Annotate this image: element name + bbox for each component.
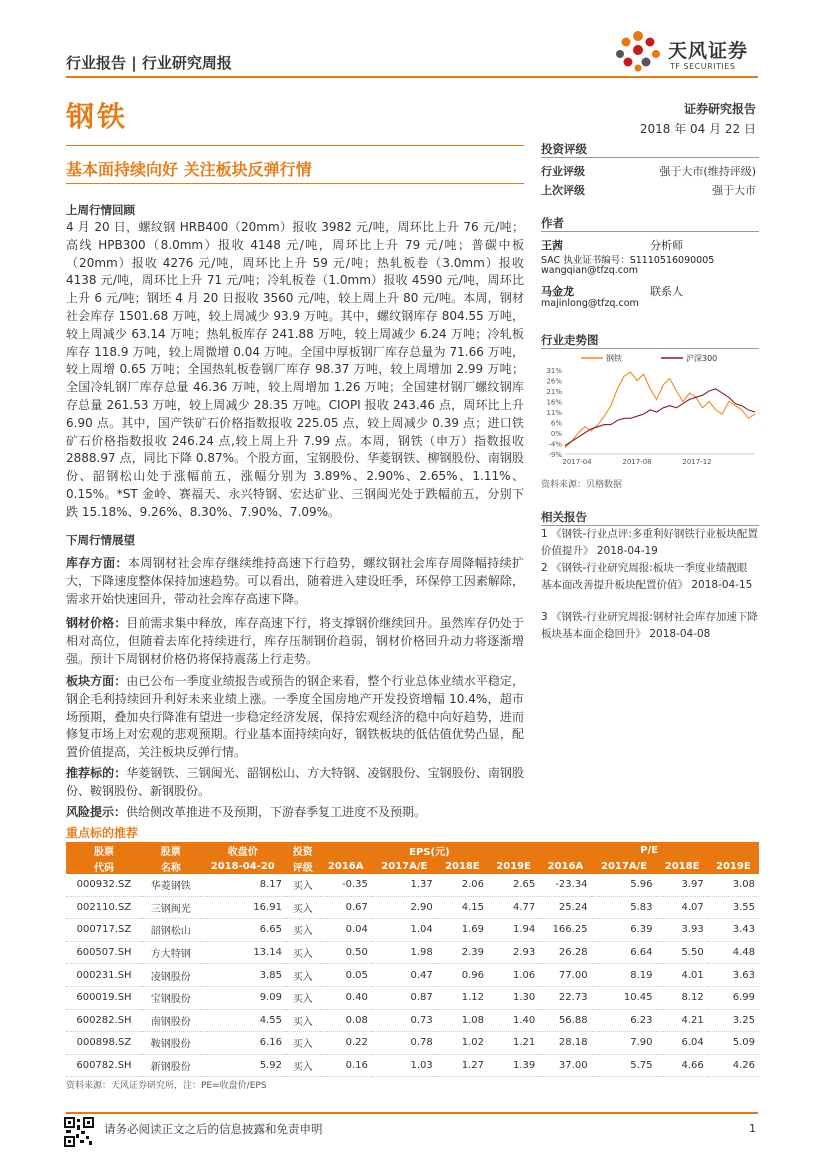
table-cell: 1.69 bbox=[437, 919, 488, 942]
last-rating-label: 上次评级 bbox=[541, 184, 585, 197]
outlook-text: 本周钢材社会库存继续维持高速下行趋势，螺纹钢社会库存周降幅持续扩大，下降速度整体保持加速趋势。可以看出，随着进入建设旺季，环保停工因素解除，需求开始快速回升，带动社会库存高速下降。 bbox=[66, 556, 524, 606]
y-tick-label: 26% bbox=[546, 377, 562, 386]
table-cell: 6.39 bbox=[592, 919, 657, 942]
logo-dot bbox=[616, 50, 624, 58]
table-cell: 买入 bbox=[286, 986, 320, 1009]
table-cell: 买入 bbox=[286, 1032, 320, 1055]
table-cell: 7.90 bbox=[592, 1032, 657, 1055]
author-name: 马金龙 bbox=[541, 285, 574, 298]
table-row bbox=[66, 1054, 759, 1077]
y-tick-label: 16% bbox=[546, 398, 562, 407]
table-cell: 5.96 bbox=[592, 874, 657, 896]
table-cell: 4.48 bbox=[708, 941, 759, 964]
logo-dot bbox=[624, 58, 633, 67]
breadcrumb: 行业报告 | 行业研究周报 bbox=[66, 54, 232, 72]
table-cell: 3.93 bbox=[656, 919, 707, 942]
col-header: 投资 bbox=[286, 842, 320, 858]
table-cell: 1.04 bbox=[372, 919, 437, 942]
related-report-title[interactable]: 1 《钢铁-行业点评:多重利好钢铁行业板块配置价值提升》 bbox=[541, 528, 758, 557]
table-cell: 0.08 bbox=[320, 1009, 372, 1032]
industry-title: 钢铁 bbox=[66, 100, 129, 133]
table-header-row bbox=[66, 842, 759, 858]
table-cell: 2.65 bbox=[488, 874, 539, 896]
related-report-title[interactable]: 2 《钢铁-行业研究周报:板块一季度业绩靓眼 基本面改善提升板块配置价值》 bbox=[541, 562, 748, 591]
industry-rating-value: 强于大市(维持评级) bbox=[659, 165, 756, 178]
table-cell: 6.04 bbox=[656, 1032, 707, 1055]
table-cell: 买入 bbox=[286, 1009, 320, 1032]
page-number: 1 bbox=[749, 1122, 756, 1135]
col-subheader: 评级 bbox=[286, 858, 320, 874]
table-cell: 华菱钢铁 bbox=[142, 874, 200, 896]
industry-rating-label: 行业评级 bbox=[541, 165, 585, 178]
table-cell: 1.02 bbox=[437, 1032, 488, 1055]
table-cell: 77.00 bbox=[539, 964, 591, 987]
review-text: 4 月 20 日，螺纹钢 HRB400（20mm）报收 3982 元/吨，周环比上升 76 元/吨；高线 HPB300（8.0mm）报收 4148 元/吨，周环比上升 79 元/吨；普碳中板（20mm）报收 4276 元/吨，周环比上升 59 元/吨；热轧板卷（3.0mm）报收 4138 元/吨，周环比上升 71 元/吨；冷轧板卷（1.0mm）报收 4590 元/吨，周环比上升 6 元/吨；钢坯 4 月 20 日报收 3560 元/吨，较上周上升 80 元/吨。本周，钢材社会库存 1501.68 万吨，较上周减少 93.9 万吨。其中，螺纹钢库存 804.55 万吨，较上周减少 63.14 万吨；热轧板库存 241.88 万吨，较上周减少 6.24 万吨；冷轧板库存 118.9 万吨，较上周微增 0.04 万吨。全国中厚板钢厂库存总量为 71.66 万吨，较上周增 0.65 万吨；全国热轧板卷钢厂库存 98.37 万吨，较上周增加 2.99 万吨；全国冷轧钢厂库存总量 46.36 万吨，较上周增加 1.26 万吨；全国建材钢厂螺纹钢库存总量 261.53 万吨，较上周减少 28.35 万吨。CIOPI 报收 243.46 点，周环比上升 6.90 点。其中，国产铁矿石价格指数报收 225.05 点，较上周减少 0.39 点；进口铁矿石价格指数报收 246.24 点,较上周上升 7.99 点。本周，钢铁（申万）指数报收 2888.97 点，同比下降 0.87%。个股方面，宝钢股份、华菱钢铁、柳钢股份、南钢股份、韶钢松山处于涨幅前五，涨幅分别为 3.89%、2.90%、2.65%、1.11%、0.15%。*ST 金岭、赛福天、永兴特钢、宏达矿业、三钢闽光处于跌幅前五，分别下跌 15.18%、9.26%、8.30%、7.90%、7.09%。 bbox=[66, 220, 524, 519]
outlook-item bbox=[66, 804, 524, 822]
table-cell: 3.85 bbox=[200, 964, 286, 987]
table-cell: 0.96 bbox=[437, 964, 488, 987]
table-cell: 1.06 bbox=[488, 964, 539, 987]
trend-title: 行业走势图 bbox=[541, 333, 599, 347]
review-title: 上周行情回顾 bbox=[66, 203, 135, 217]
table-cell: 4.66 bbox=[656, 1054, 707, 1077]
related-report-date: 2018-04-08 bbox=[649, 628, 711, 640]
table-cell: 5.50 bbox=[656, 941, 707, 964]
outlook-label: 风险提示： bbox=[66, 805, 127, 819]
table-cell: 1.98 bbox=[372, 941, 437, 964]
table-cell: 3.43 bbox=[708, 919, 759, 942]
legend-label: 沪深300 bbox=[686, 354, 718, 363]
last-rating-value: 强于大市 bbox=[712, 184, 756, 197]
table-cell: 37.00 bbox=[539, 1054, 591, 1077]
table-cell: 6.23 bbox=[592, 1009, 657, 1032]
table-cell: 25.24 bbox=[539, 896, 591, 919]
outlook-text: 供给侧改革推进不及预期，下游春季复工进度不及预期。 bbox=[126, 805, 427, 819]
table-cell: 韶钢松山 bbox=[142, 919, 200, 942]
table-cell: 2.39 bbox=[437, 941, 488, 964]
table-cell: 凌钢股份 bbox=[142, 964, 200, 987]
table-row bbox=[66, 896, 759, 919]
logo-dot bbox=[633, 31, 643, 41]
table-cell: 600019.SH bbox=[66, 986, 142, 1009]
headline-top-rule bbox=[66, 145, 524, 146]
rating-rule bbox=[541, 157, 759, 158]
trend-chart bbox=[541, 350, 759, 470]
table-cell: 3.63 bbox=[708, 964, 759, 987]
related-title: 相关报告 bbox=[541, 510, 587, 524]
table-cell: 2.06 bbox=[437, 874, 488, 896]
report-date: 2018 年 04 月 22 日 bbox=[639, 122, 756, 136]
table-cell: 9.09 bbox=[200, 986, 286, 1009]
headline-bottom-rule bbox=[66, 183, 524, 184]
report-type: 证券研究报告 bbox=[683, 102, 756, 116]
table-cell: 6.64 bbox=[592, 941, 657, 964]
author-rule bbox=[541, 231, 759, 232]
table-cell: 000717.SZ bbox=[66, 919, 142, 942]
table-cell: 0.04 bbox=[320, 919, 372, 942]
table-cell: 南钢股份 bbox=[142, 1009, 200, 1032]
outlook-item bbox=[66, 765, 524, 801]
trend-rule bbox=[541, 348, 759, 349]
table-cell: 三钢闽光 bbox=[142, 896, 200, 919]
outlook-text: 华菱钢铁、三钢闽光、韶钢松山、方大特钢、凌钢股份、宝钢股份、南钢股份、鞍钢股份、新钢股份。 bbox=[66, 766, 524, 798]
table-cell: 1.30 bbox=[488, 986, 539, 1009]
col-header: 股票 bbox=[66, 842, 142, 858]
table-cell: 4.77 bbox=[488, 896, 539, 919]
table-cell: 1.94 bbox=[488, 919, 539, 942]
table-cell: 22.73 bbox=[539, 986, 591, 1009]
related-report-title[interactable]: 3 《钢铁-行业研究周报:钢材社会库存加速下降 板块基本面企稳回升》 bbox=[541, 611, 758, 640]
table-cell: 10.45 bbox=[592, 986, 657, 1009]
x-tick-label: 2017-12 bbox=[682, 458, 712, 466]
table-cell: 宝钢股份 bbox=[142, 986, 200, 1009]
table-row bbox=[66, 919, 759, 942]
table-cell: 1.08 bbox=[437, 1009, 488, 1032]
table-cell: 买入 bbox=[286, 919, 320, 942]
logo-dot bbox=[622, 38, 631, 47]
table-header-row bbox=[66, 858, 759, 874]
table-cell: 5.83 bbox=[592, 896, 657, 919]
table-cell: 0.67 bbox=[320, 896, 372, 919]
table-cell: 56.88 bbox=[539, 1009, 591, 1032]
footer-disclaimer[interactable]: 请务必阅读正文之后的信息披露和免责申明 bbox=[104, 1122, 323, 1136]
table-cell: 000898.SZ bbox=[66, 1032, 142, 1055]
col-subheader: 代码 bbox=[66, 858, 142, 874]
table-cell: 4.07 bbox=[656, 896, 707, 919]
table-cell: 4.26 bbox=[708, 1054, 759, 1077]
logo-mark bbox=[612, 28, 664, 74]
table-cell: 4.55 bbox=[200, 1009, 286, 1032]
table-cell: 28.18 bbox=[539, 1032, 591, 1055]
outlook-label: 钢材价格： bbox=[66, 616, 127, 630]
logo-dot bbox=[642, 58, 651, 67]
table-row bbox=[66, 1032, 759, 1055]
outlook-text: 目前需求集中释放，库存高速下行，将支撑钢价继续回升。虽然库存仍处于相对高位，但随着去库化持续进行，库存压制钢价趋弱，钢材价格回升动力将逐渐增强。预计下周钢材价格仍将保持震荡上行走势。 bbox=[66, 616, 524, 666]
table-cell: 13.14 bbox=[200, 941, 286, 964]
col-subheader: 2016A bbox=[320, 858, 372, 874]
col-header: EPS(元) bbox=[320, 842, 540, 858]
table-cell: 0.87 bbox=[372, 986, 437, 1009]
author-role: 分析师 bbox=[650, 239, 683, 252]
table-cell: 0.40 bbox=[320, 986, 372, 1009]
table-title: 重点标的推荐 bbox=[66, 826, 139, 840]
col-subheader: 2016A bbox=[539, 858, 591, 874]
author-name: 王茜 bbox=[541, 239, 563, 252]
related-report[interactable] bbox=[541, 609, 759, 643]
table-cell: 1.21 bbox=[488, 1032, 539, 1055]
table-cell: 买入 bbox=[286, 896, 320, 919]
table-cell: 3.97 bbox=[656, 874, 707, 896]
chart-source: 资料来源：贝格数据 bbox=[541, 480, 623, 490]
outlook-item bbox=[66, 615, 524, 668]
table-cell: 0.05 bbox=[320, 964, 372, 987]
table-cell: 方大特钢 bbox=[142, 941, 200, 964]
headline: 基本面持续向好 关注板块反弹行情 bbox=[66, 160, 312, 179]
x-tick-label: 2017-08 bbox=[622, 458, 652, 466]
table-cell: 1.40 bbox=[488, 1009, 539, 1032]
table-cell: 1.37 bbox=[372, 874, 437, 896]
table-cell: 000231.SH bbox=[66, 964, 142, 987]
y-tick-label: 11% bbox=[546, 409, 562, 417]
y-tick-label: 6% bbox=[550, 419, 562, 428]
table-cell: 买入 bbox=[286, 1054, 320, 1077]
footer-rule bbox=[66, 1112, 758, 1114]
author-title: 作者 bbox=[541, 216, 564, 230]
table-cell: 600507.SH bbox=[66, 941, 142, 964]
logo-dot bbox=[633, 45, 643, 55]
table-cell: 3.08 bbox=[708, 874, 759, 896]
col-subheader: 2019E bbox=[708, 858, 759, 874]
col-header: P/E bbox=[539, 842, 759, 858]
table-cell: 16.91 bbox=[200, 896, 286, 919]
related-report-date: 2018-04-15 bbox=[691, 579, 753, 591]
outlook-label: 库存方面： bbox=[66, 556, 128, 570]
table-row bbox=[66, 1009, 759, 1032]
table-row bbox=[66, 941, 759, 964]
table-cell: 1.27 bbox=[437, 1054, 488, 1077]
y-tick-label: 31% bbox=[546, 367, 562, 375]
logo-subtext: TF SECURITIES bbox=[670, 62, 736, 71]
y-tick-label: -4% bbox=[548, 440, 562, 449]
logo-dot bbox=[635, 65, 642, 72]
table-cell: 4.15 bbox=[437, 896, 488, 919]
table-cell: 1.12 bbox=[437, 986, 488, 1009]
table-cell: 6.65 bbox=[200, 919, 286, 942]
table-cell: 4.21 bbox=[656, 1009, 707, 1032]
table-cell: 3.55 bbox=[708, 896, 759, 919]
col-subheader: 2018-04-20 bbox=[200, 858, 286, 874]
table-cell: 000932.SZ bbox=[66, 874, 142, 896]
table-source: 资料来源：天风证券研究所，注：PE=收盘价/EPS bbox=[66, 1081, 267, 1091]
table-cell: 600782.SH bbox=[66, 1054, 142, 1077]
table-cell: 8.19 bbox=[592, 964, 657, 987]
table-cell: 600282.SH bbox=[66, 1009, 142, 1032]
related-report[interactable] bbox=[541, 560, 759, 594]
outlook-label: 板块方面： bbox=[66, 674, 127, 688]
col-header: 股票 bbox=[142, 842, 200, 858]
table-row bbox=[66, 986, 759, 1009]
table-cell: 0.50 bbox=[320, 941, 372, 964]
logo-dot bbox=[652, 50, 660, 58]
table-cell: 0.16 bbox=[320, 1054, 372, 1077]
table-cell: 1.03 bbox=[372, 1054, 437, 1077]
table-cell: 0.22 bbox=[320, 1032, 372, 1055]
outlook-label: 推荐标的： bbox=[66, 766, 127, 780]
table-cell: 买入 bbox=[286, 874, 320, 896]
author-email[interactable]: majinlong@tfzq.com bbox=[541, 298, 639, 309]
rating-title: 投资评级 bbox=[541, 142, 587, 156]
table-cell: 5.75 bbox=[592, 1054, 657, 1077]
table-cell: 0.73 bbox=[372, 1009, 437, 1032]
table-cell: 4.01 bbox=[656, 964, 707, 987]
author-email[interactable]: wangqian@tfzq.com bbox=[541, 265, 639, 276]
col-subheader: 2017A/E bbox=[372, 858, 437, 874]
y-tick-label: -9% bbox=[548, 451, 562, 459]
author-sac: SAC 执业证书编号：S1110516090005 bbox=[541, 255, 715, 266]
col-header: 收盘价 bbox=[200, 842, 286, 858]
col-subheader: 2018E bbox=[656, 858, 707, 874]
table-cell: 5.92 bbox=[200, 1054, 286, 1077]
col-subheader: 2019E bbox=[488, 858, 539, 874]
table-cell: 5.09 bbox=[708, 1032, 759, 1055]
table-row bbox=[66, 964, 759, 987]
header-divider bbox=[66, 76, 758, 78]
y-tick-label: 21% bbox=[546, 388, 562, 396]
col-subheader: 2017A/E bbox=[592, 858, 657, 874]
related-report-date: 2018-04-19 bbox=[596, 545, 658, 557]
table-cell: 1.39 bbox=[488, 1054, 539, 1077]
table-cell: 8.12 bbox=[656, 986, 707, 1009]
table-cell: 6.16 bbox=[200, 1032, 286, 1055]
table-cell: 2.90 bbox=[372, 896, 437, 919]
table-row bbox=[66, 874, 759, 896]
logo-text: 天风证券 bbox=[668, 40, 749, 62]
table-cell: -0.35 bbox=[320, 874, 372, 896]
table-cell: 鞍钢股份 bbox=[142, 1032, 200, 1055]
table-cell: 6.99 bbox=[708, 986, 759, 1009]
table-cell: 26.28 bbox=[539, 941, 591, 964]
table-cell: -23.34 bbox=[539, 874, 591, 896]
x-tick-label: 2017-04 bbox=[562, 458, 592, 466]
table-cell: 002110.SZ bbox=[66, 896, 142, 919]
logo-dot bbox=[646, 38, 655, 47]
col-subheader: 2018E bbox=[437, 858, 488, 874]
qr-code-icon bbox=[64, 1117, 94, 1147]
outlook-title: 下周行情展望 bbox=[66, 533, 135, 547]
key-stocks-table bbox=[66, 842, 759, 1077]
related-report[interactable] bbox=[541, 526, 759, 560]
table-cell: 0.78 bbox=[372, 1032, 437, 1055]
table-cell: 0.47 bbox=[372, 964, 437, 987]
table-cell: 买入 bbox=[286, 941, 320, 964]
legend-label: 钢铁 bbox=[606, 354, 622, 363]
table-cell: 166.25 bbox=[539, 919, 591, 942]
table-cell: 2.93 bbox=[488, 941, 539, 964]
table-cell: 买入 bbox=[286, 964, 320, 987]
table-cell: 3.25 bbox=[708, 1009, 759, 1032]
series-line-hs300 bbox=[565, 389, 755, 446]
y-tick-label: 0% bbox=[550, 430, 562, 438]
outlook-item bbox=[66, 673, 524, 762]
outlook-text: 由已公布一季度业绩报告或预告的钢企来看，整个行业总体业绩水平稳定，钢企毛利持续回升利好未来业绩上涨。一季度全国房地产开发投资增幅 10.4%，超市场预期，叠加央行降准有望进一步稳定经济发展，保持宏观经济的稳中向好趋势，进而修复市场上对宏观的悲观预期。行业基本面持续向好，钢铁板块的低估值优势凸显，配置价值提高，关注板块反弹行情。 bbox=[66, 674, 524, 760]
outlook-item bbox=[66, 555, 524, 608]
table-cell: 新钢股份 bbox=[142, 1054, 200, 1077]
author-role: 联系人 bbox=[650, 285, 683, 298]
table-cell: 8.17 bbox=[200, 874, 286, 896]
col-subheader: 名称 bbox=[142, 858, 200, 874]
